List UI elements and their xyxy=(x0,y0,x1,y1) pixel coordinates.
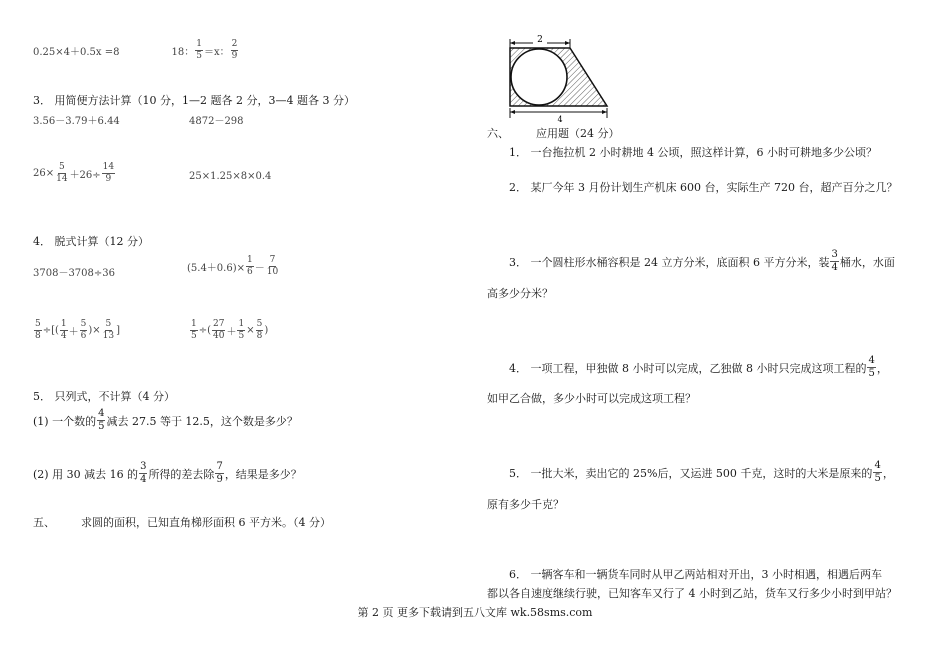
question-6-2: 2． 某厂今年 3 月份计划生产机床 600 台，实际生产 720 台，超产百分之几？ xyxy=(509,181,898,194)
problem-4-3: $\frac{5}{8}$ ÷[( $\frac{1}{4}$ ＋ $\frac{5}{6}$ )× $\frac{5}{13}$ ] xyxy=(35,319,121,341)
section-3-heading: 3． 用简便方法计算（10 分，1—2 题各 2 分，3—4 题各 3 分） xyxy=(33,94,355,107)
question-5-1: (1) 一个数的 $\frac{4}{5}$ 减去 27.5 等于 12.5，这个数是多少？ xyxy=(33,408,298,432)
fraction: $\frac{5}{8}$ xyxy=(35,319,41,341)
fraction: $\frac{7}{9}$ xyxy=(216,461,223,485)
problem-3-2: 4872－298 xyxy=(189,116,244,127)
fraction: $\frac{5}{14}$ xyxy=(56,162,68,184)
question-6-3: 3． 一个圆柱形水桶容积是 24 立方分米，底面积 6 平方分米，装 $\frac{3}{4}$ 桶水，水面 xyxy=(509,249,895,273)
fraction: $\frac{4}{5}$ xyxy=(98,408,105,432)
section-4-heading: 4． 脱式计算（12 分） xyxy=(33,235,149,248)
equation-2-text: 18： xyxy=(171,47,195,58)
dimension-top-label: 2 xyxy=(537,35,543,45)
problem-3-1: 3.56－3.79＋6.44 xyxy=(33,116,120,127)
fraction: $\frac{1}{6}$ xyxy=(247,255,253,277)
fraction: $\frac{5}{8}$ xyxy=(256,319,263,341)
trapezoid-circle-figure xyxy=(505,34,625,124)
question-6-6-cont: 都以各自速度继续行驶，已知客车又行了 4 小时到乙站，货车又行多少小时到甲站？ xyxy=(487,587,897,600)
section-5-heading: 5． 只列式，不计算（4 分） xyxy=(33,390,175,403)
fraction: $\frac{1}{5}$ xyxy=(196,39,202,61)
equation-1: 0.25×4＋0.5x =8 xyxy=(33,47,120,58)
problem-3-4: 25×1.25×8×0.4 xyxy=(189,171,272,182)
problem-4-2: (5.4＋0.6)× $\frac{1}{6}$ － $\frac{7}{10}$ xyxy=(187,255,279,277)
fraction: $\frac{14}{9}$ xyxy=(102,162,115,184)
section-six-number: 六、 xyxy=(487,127,509,140)
dimension-bottom-label: 4 xyxy=(557,115,563,124)
question-5-2: (2) 用 30 减去 16 的 $\frac{3}{4}$ 所得的差去除 $\frac{7}{9}$ ，结果是多少？ xyxy=(33,461,302,485)
fraction: $\frac{1}{5}$ xyxy=(191,319,197,341)
equation-2 xyxy=(171,40,239,61)
inscribed-circle xyxy=(511,49,567,105)
fraction: $\frac{5}{6}$ xyxy=(80,319,87,341)
section-six-title: 应用题（24 分） xyxy=(536,127,620,140)
fraction: $\frac{3}{4}$ xyxy=(831,249,838,273)
problem-3-3: 26× $\frac{5}{14}$ ＋26÷ $\frac{14}{9}$ xyxy=(33,162,115,184)
section-five-text: 求圆的面积，已知直角梯形面积 6 平方米。（4 分） xyxy=(81,516,331,529)
question-6-4: 4． 一项工程，甲独做 8 小时可以完成，乙独做 8 小时只完成这项工程的 $\frac{4}{5}$ ， xyxy=(509,355,888,379)
fraction: $\frac{5}{13}$ xyxy=(102,319,115,341)
section-five-number: 五、 xyxy=(33,516,55,529)
question-6-1: 1． 一台拖拉机 2 小时耕地 4 公顷，照这样计算，6 小时可耕地多少公顷？ xyxy=(509,146,877,159)
fraction: $\frac{4}{5}$ xyxy=(868,355,875,379)
fraction: $\frac{27}{40}$ xyxy=(213,319,225,341)
question-6-5: 5． 一批大米，卖出它的 25%后，又运进 500 千克，这时的大米是原来的 $\frac{4}{5}$ ， xyxy=(509,460,894,484)
fraction: $\frac{4}{5}$ xyxy=(874,460,881,484)
fraction: $\frac{2}{9}$ xyxy=(231,39,238,61)
fraction: $\frac{7}{10}$ xyxy=(266,255,279,277)
equation-2-text: ＝x： xyxy=(203,47,230,58)
problem-4-1: 3708－3708÷36 xyxy=(33,268,116,279)
question-6-4-cont: 如甲乙合做，多少小时可以完成这项工程？ xyxy=(487,392,696,405)
page-footer: 第 2 页 更多下载请到五八文库 wk.58sms.com xyxy=(357,606,593,619)
question-6-3-cont: 高多少分米？ xyxy=(487,287,553,300)
problem-4-4: $\frac{1}{5}$ ÷( $\frac{27}{40}$ ＋ $\frac{1}{5}$ × $\frac{5}{8}$ ) xyxy=(191,319,269,341)
equation-row xyxy=(33,40,239,61)
fraction: $\frac{1}{5}$ xyxy=(238,319,245,341)
question-6-5-cont: 原有多少千克？ xyxy=(487,498,564,511)
question-6-6: 6． 一辆客车和一辆货车同时从甲乙两站相对开出，3 小时相遇，相遇后两车 xyxy=(509,568,882,581)
fraction: $\frac{1}{4}$ xyxy=(60,319,67,341)
fraction: $\frac{3}{4}$ xyxy=(140,461,147,485)
